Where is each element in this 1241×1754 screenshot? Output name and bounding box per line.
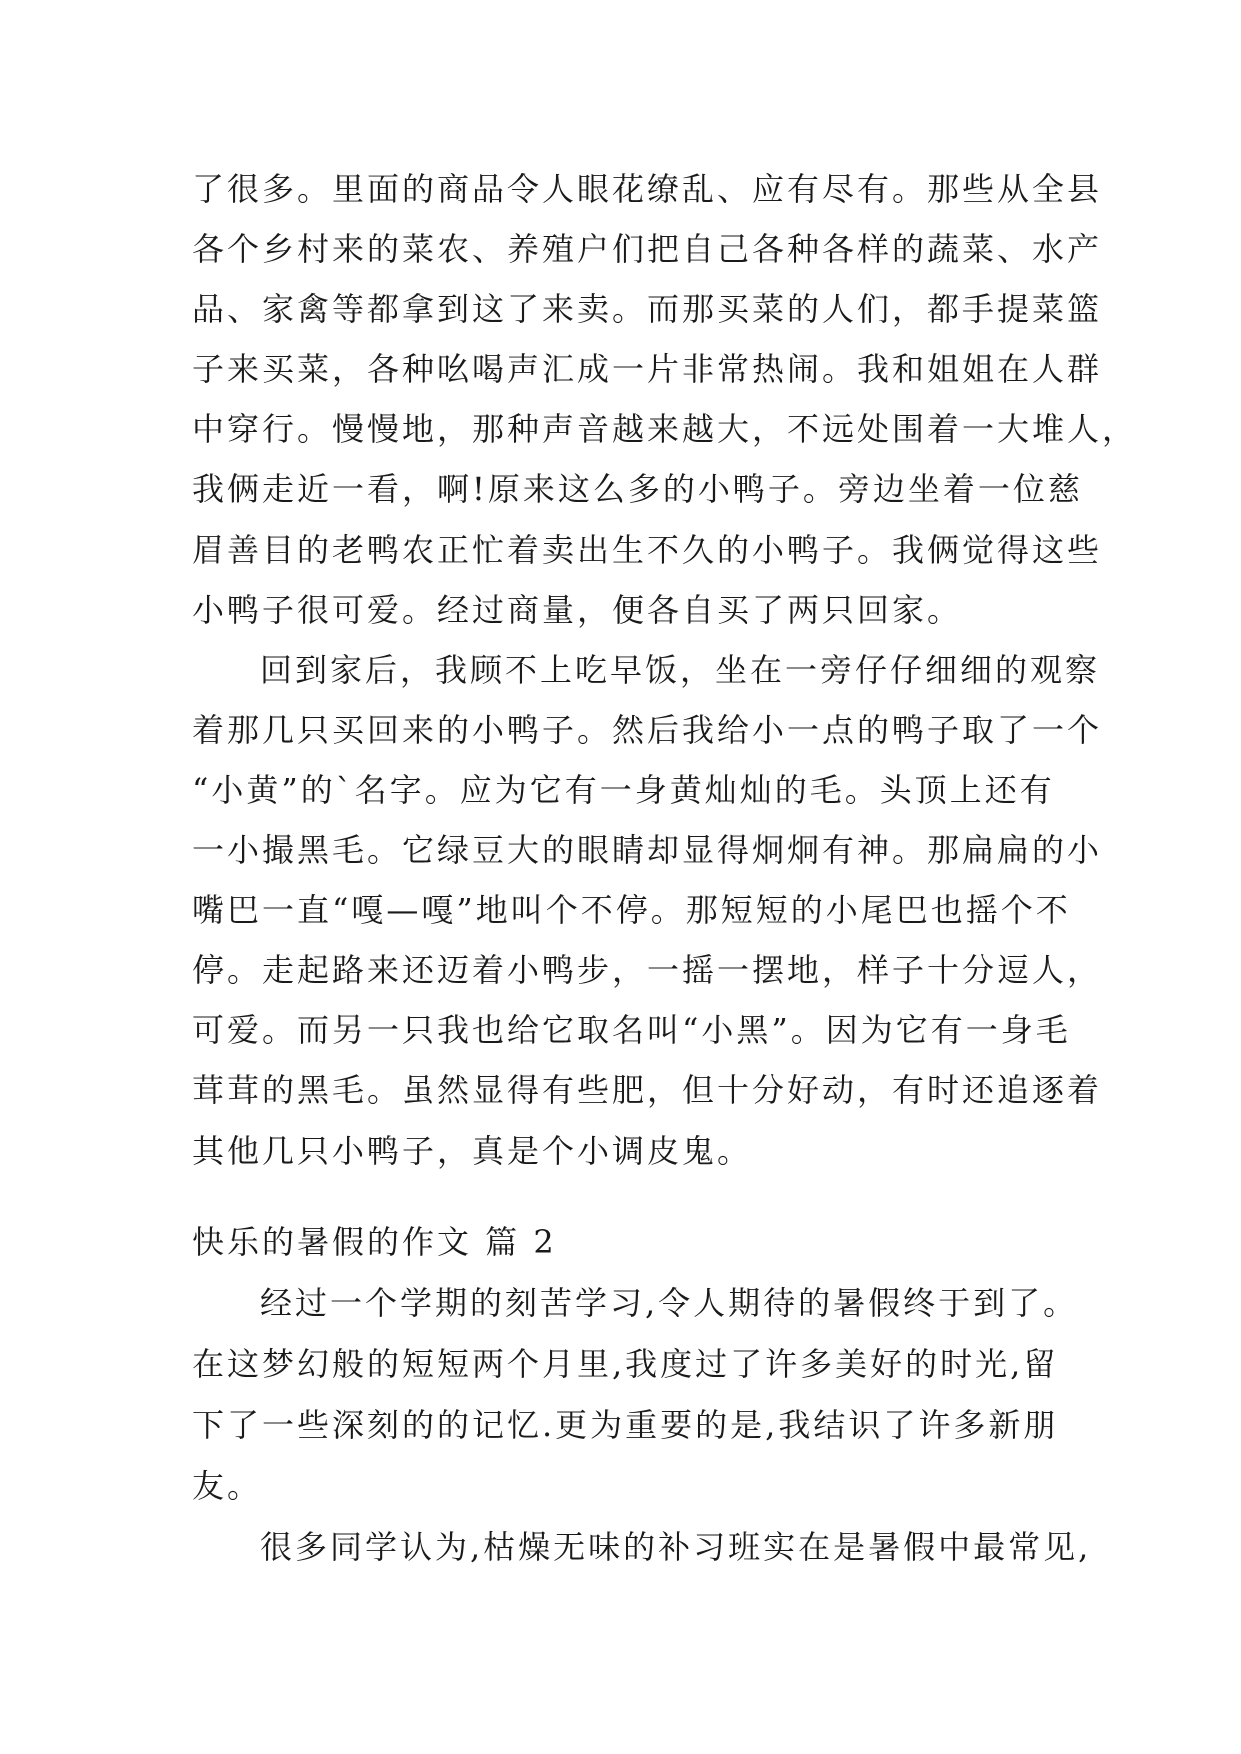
paragraph-start-line: 很多同学认为,枯燥无味的补习班实在是暑假中最常见, <box>260 1528 1092 1566</box>
text-line: 子来买菜，各种吆喝声汇成一片非常热闹。我和姐姐在人群 <box>192 350 1103 389</box>
text-line: 一小撮黑毛。它绿豆大的眼睛却显得炯炯有神。那扁扁的小 <box>192 831 1103 870</box>
text-line: 下了一些深刻的的记忆.更为重要的是,我结识了许多新朋 <box>192 1406 1059 1444</box>
text-line: 小鸭子很可爱。经过商量，便各自买了两只回家。 <box>192 590 963 629</box>
section-heading: 快乐的暑假的作文 篇 2 <box>192 1223 557 1261</box>
text-line: 可爱。而另一只我也给它取名叫“小黑”。因为它有一身毛 <box>192 1011 1071 1050</box>
text-line: 着那几只买回来的小鸭子。然后我给小一点的鸭子取了一个 <box>192 710 1103 749</box>
text-line: 中穿行。慢慢地，那种声音越来越大，不远处围着一大堆人， <box>192 410 1138 449</box>
text-line: 在这梦幻般的短短两个月里,我度过了许多美好的时光,留 <box>192 1345 1059 1383</box>
essay-section-1 <box>192 159 1138 1181</box>
text-line: 停。走起路来还迈着小鸭步，一摇一摆地，样子十分逗人， <box>192 951 1103 990</box>
text-line: 友。 <box>192 1467 263 1505</box>
text-line: 各个乡村来的菜农、养殖户们把自己各种各样的蔬菜、水产 <box>192 230 1103 269</box>
paragraph-start-line: 回到家后，我顾不上吃早饭，坐在一旁仔仔细细的观察 <box>260 650 1101 689</box>
essay-section-2 <box>192 1212 1092 1578</box>
text-line: 其他几只小鸭子，真是个小调皮鬼。 <box>192 1131 753 1170</box>
paragraph-start-line: 经过一个学期的刻苦学习,令人期待的暑假终于到了。 <box>260 1284 1079 1322</box>
text-line: 我俩走近一看，啊!原来这么多的小鸭子。旁边坐着一位慈 <box>192 470 1083 509</box>
text-line: 茸茸的黑毛。虽然显得有些肥，但十分好动，有时还追逐着 <box>192 1071 1103 1110</box>
text-line: 眉善目的老鸭农正忙着卖出生不久的小鸭子。我俩觉得这些 <box>192 530 1103 569</box>
text-line: 品、家禽等都拿到这了来卖。而那买菜的人们，都手提菜篮 <box>192 290 1103 329</box>
text-line: 了很多。里面的商品令人眼花缭乱、应有尽有。那些从全县 <box>192 170 1103 208</box>
text-line: “小黄”的`名字。应为它有一身黄灿灿的毛。头顶上还有 <box>192 770 1055 809</box>
text-line: 嘴巴一直“嘎—嘎”地叫个不停。那短短的小尾巴也摇个不 <box>192 891 1071 930</box>
